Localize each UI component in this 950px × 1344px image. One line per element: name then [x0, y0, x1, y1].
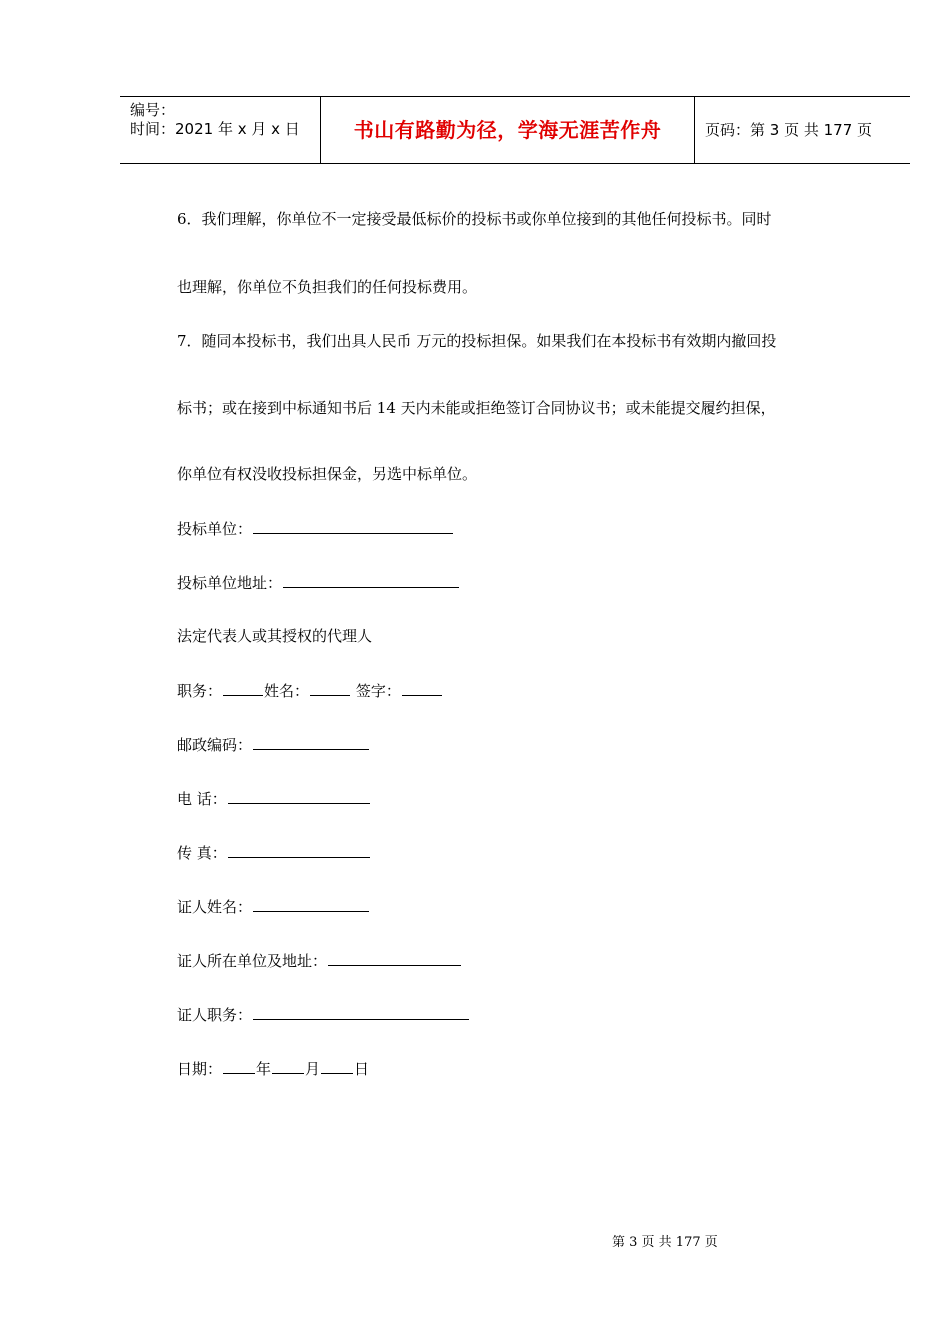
date-label: 日期：: [177, 1060, 223, 1078]
witness-position-blank[interactable]: [253, 1003, 469, 1020]
representative-label: 法定代表人或其授权的代理人: [177, 627, 373, 645]
header-motto: 书山有路勤为径，学海无涯苦作舟: [353, 118, 662, 142]
month-blank[interactable]: [272, 1057, 304, 1074]
witness-name-label: 证人姓名：: [177, 898, 253, 916]
year-label: 年: [256, 1060, 272, 1078]
header-motto-cell: [321, 97, 695, 163]
bidder-address-field: [177, 571, 460, 593]
position-blank[interactable]: [223, 679, 263, 696]
date-field: [177, 1057, 369, 1079]
document-time-label: 时间：2021 年 x 月 x 日: [130, 120, 300, 138]
day-label: 日: [354, 1060, 370, 1078]
day-blank[interactable]: [321, 1057, 353, 1074]
witness-position-label: 证人职务：: [177, 1006, 253, 1024]
name-label: 姓名：: [264, 682, 310, 700]
witness-position-field: [177, 1003, 470, 1025]
fax-field: [177, 841, 371, 863]
witness-unit-address-label: 证人所在单位及地址：: [177, 952, 328, 970]
bidder-label: 投标单位：: [177, 520, 253, 538]
paragraph-7-line-2: 标书；或在接到中标通知书后 14 天内未能或拒绝签订合同协议书；或未能提交履约担保，: [177, 399, 776, 417]
signature-blank[interactable]: [402, 679, 442, 696]
postal-code-field: [177, 733, 370, 755]
postal-code-label: 邮政编码：: [177, 736, 253, 754]
page-footer: 第 3 页 共 177 页: [612, 1235, 718, 1250]
postal-code-blank[interactable]: [253, 733, 369, 750]
position-name-signature-row: [177, 679, 443, 701]
phone-field: [177, 787, 371, 809]
witness-unit-address-field: [177, 949, 462, 971]
page-header: [120, 96, 910, 164]
header-page-info: 页码：第 3 页 共 177 页: [705, 121, 873, 139]
witness-unit-address-blank[interactable]: [328, 949, 461, 966]
fax-blank[interactable]: [228, 841, 370, 858]
fax-label: 传 真：: [177, 844, 227, 862]
bidder-address-label: 投标单位地址：: [177, 574, 283, 592]
document-number-label: 编号：: [130, 101, 176, 119]
phone-blank[interactable]: [228, 787, 370, 804]
name-blank[interactable]: [310, 679, 350, 696]
header-meta: [120, 97, 321, 163]
witness-name-blank[interactable]: [253, 895, 369, 912]
position-label: 职务：: [177, 682, 223, 700]
month-label: 月: [305, 1060, 321, 1078]
paragraph-7-line-3: 你单位有权没收投标担保金，另选中标单位。: [177, 465, 478, 483]
bidder-blank[interactable]: [253, 517, 453, 534]
paragraph-6-line-1: 6．我们理解，你单位不一定接受最低标价的投标书或你单位接到的其他任何投标书。同时: [177, 210, 772, 228]
paragraph-7-line-1: 7．随同本投标书，我们出具人民币 万元的投标担保。如果我们在本投标书有效期内撤回投: [177, 332, 777, 350]
year-blank[interactable]: [223, 1057, 255, 1074]
phone-label: 电 话：: [177, 790, 227, 808]
bidder-address-blank[interactable]: [283, 571, 459, 588]
witness-name-field: [177, 895, 370, 917]
signature-label: 签字：: [355, 682, 401, 700]
bidder-field: [177, 517, 454, 539]
paragraph-6-line-2: 也理解，你单位不负担我们的任何投标费用。: [177, 278, 478, 296]
